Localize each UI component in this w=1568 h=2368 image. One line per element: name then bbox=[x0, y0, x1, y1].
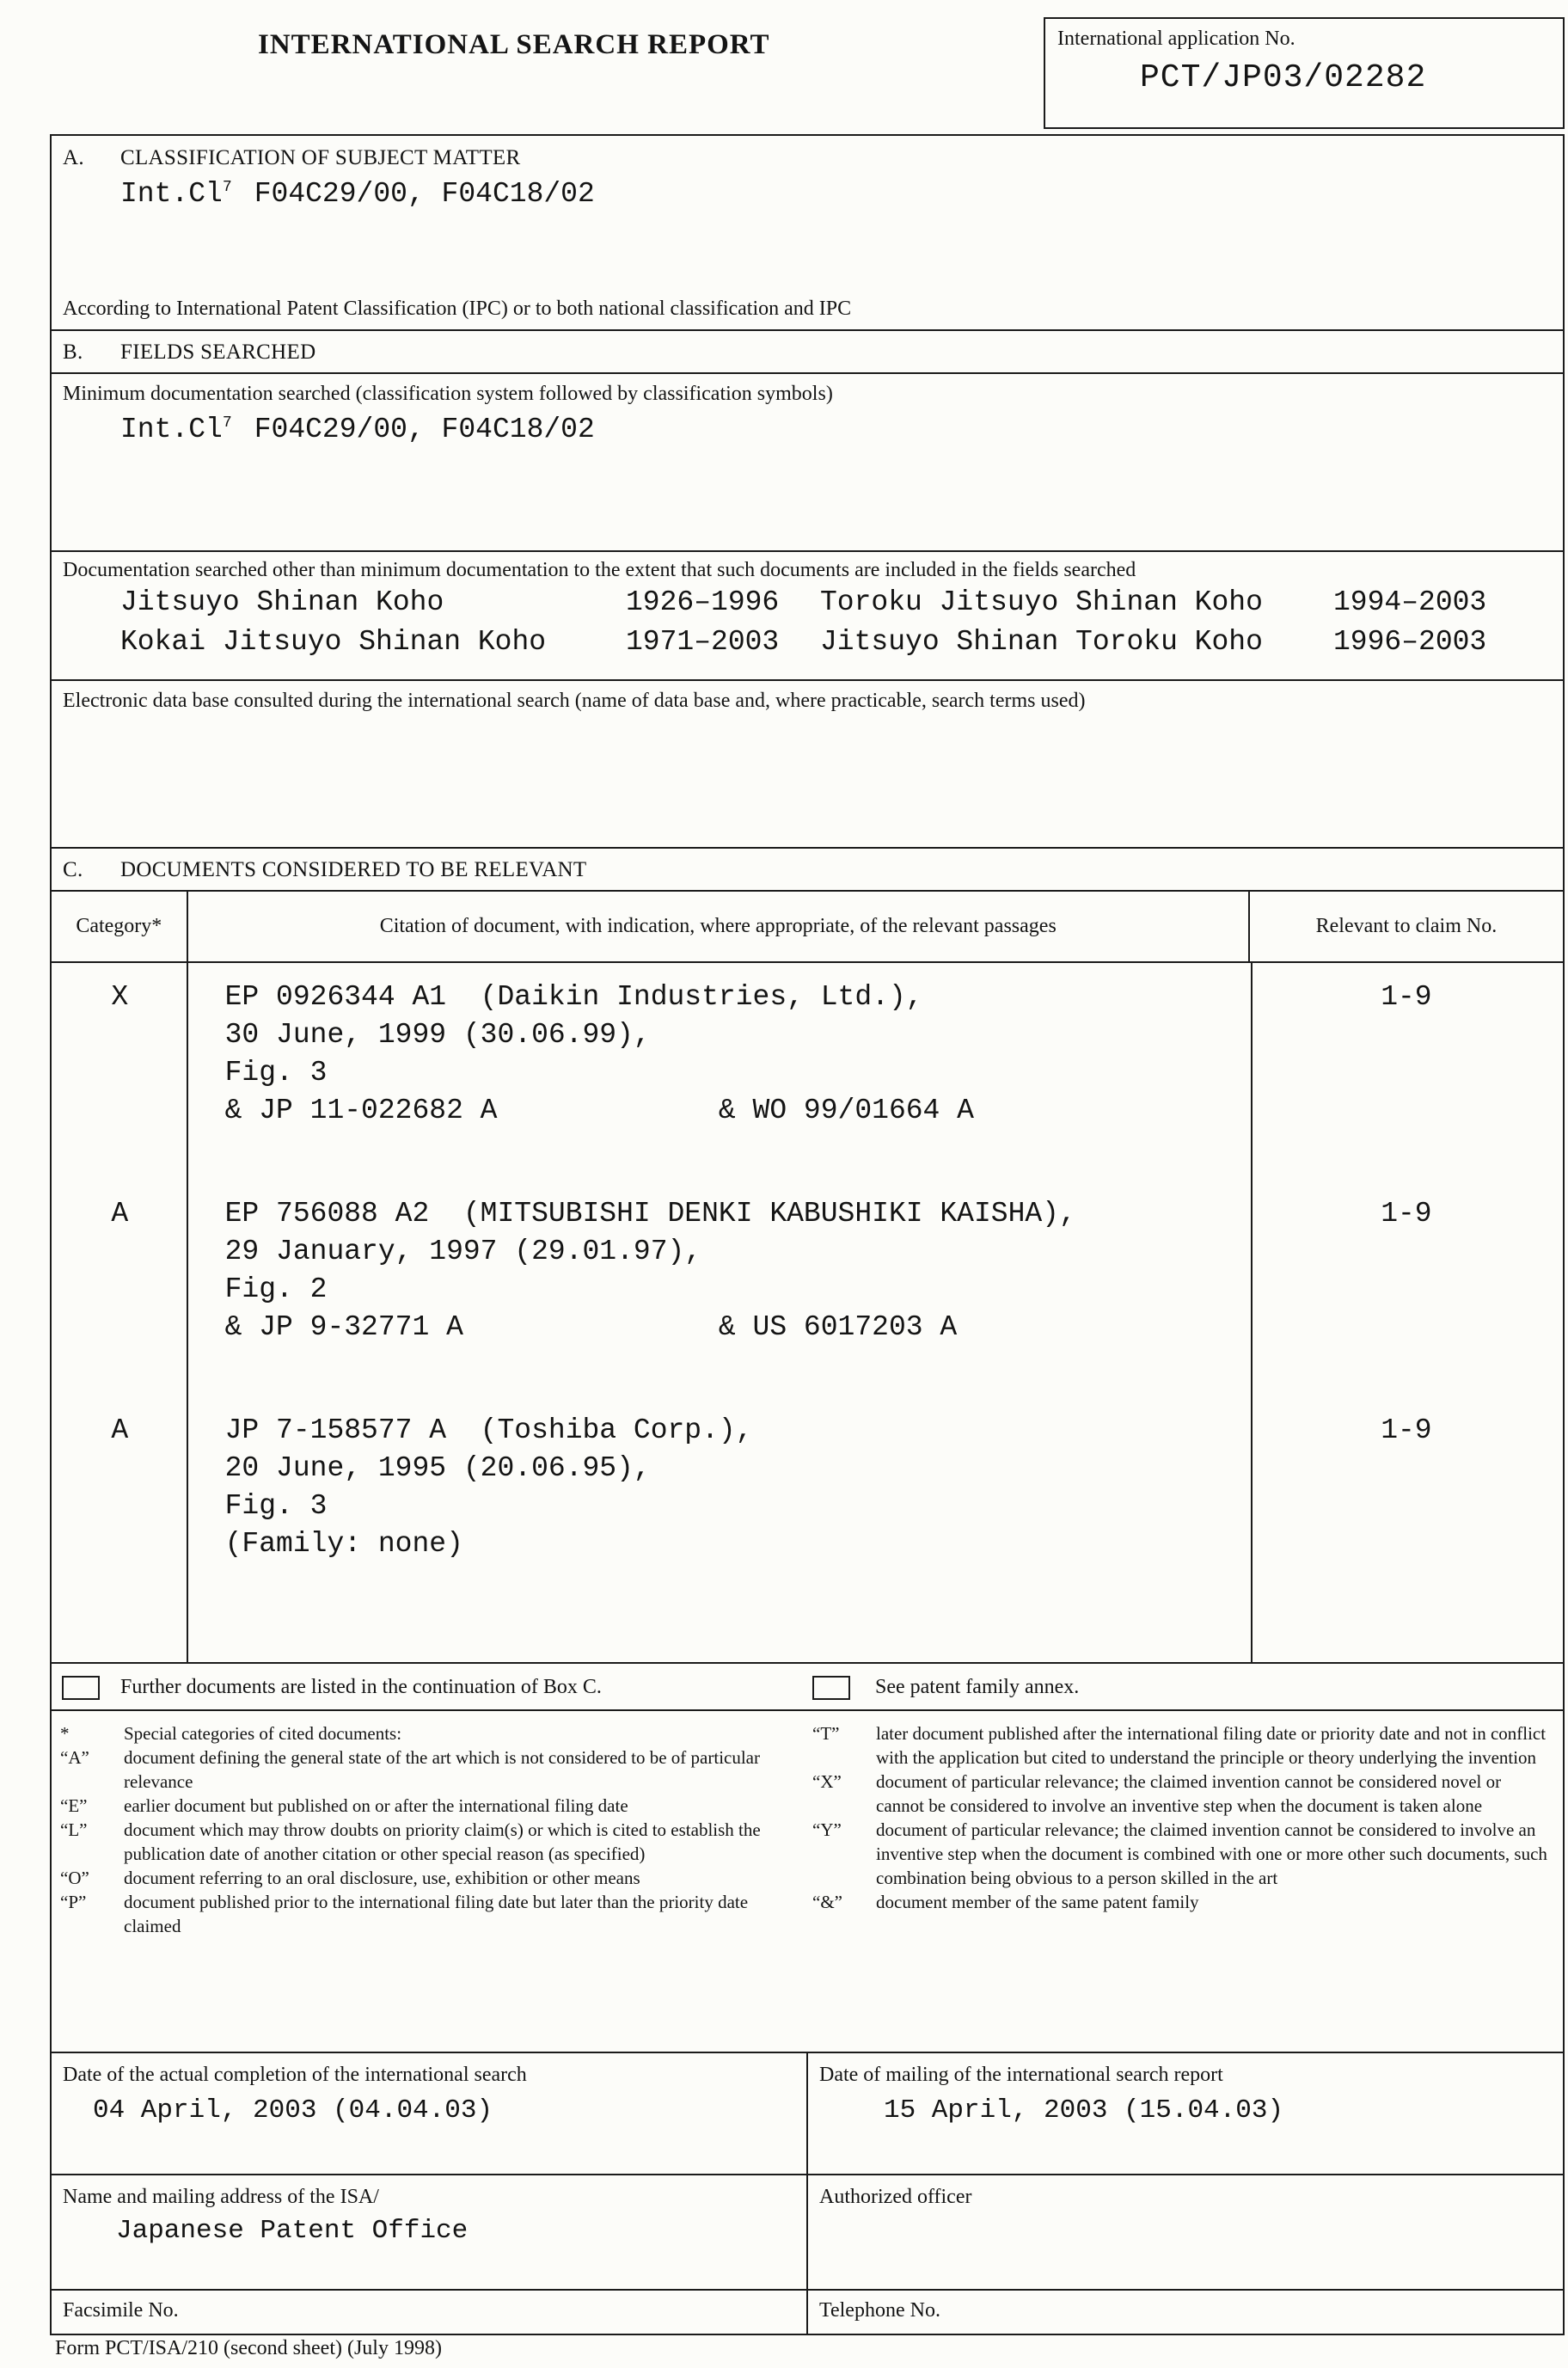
isa-name-value: Japanese Patent Office bbox=[116, 2216, 469, 2246]
form-footer: Form PCT/ISA/210 (second sheet) (July 1998) bbox=[55, 2337, 442, 2359]
legend-item bbox=[812, 1890, 1551, 1914]
document-citation bbox=[188, 978, 1250, 1130]
citation-line: & JP 11-022682 A & WO 99/01664 A bbox=[224, 1095, 974, 1126]
doc-name: Toroku Jitsuyo Shinan Koho bbox=[820, 586, 1263, 618]
further-documents-label: Further documents are listed in the continuation of Box C. bbox=[120, 1676, 602, 1698]
application-number-box bbox=[1044, 17, 1565, 129]
cited-documents-legend bbox=[52, 1709, 1563, 2052]
minimum-documentation-searched bbox=[52, 372, 1563, 550]
column-header-citation: Citation of document, with indication, where appropriate, of the relevant passages bbox=[188, 892, 1250, 961]
legend-text: document which may throw doubts on priority claim(s) or which is cited to establish the publication date of another citation or other special reason (as specified) bbox=[124, 1819, 761, 1864]
doc-year-range: 1996–2003 bbox=[1333, 626, 1487, 658]
doc-range-row bbox=[63, 623, 1549, 661]
legend-item bbox=[60, 1745, 775, 1794]
document-citation bbox=[188, 1412, 1250, 1563]
citation-line: & JP 9-32771 A & US 6017203 A bbox=[224, 1311, 958, 1343]
section-c-letter: C. bbox=[63, 858, 83, 881]
document-citation bbox=[188, 1195, 1250, 1347]
isa-name-label: Name and mailing address of the ISA/ bbox=[63, 2186, 379, 2208]
legend-item bbox=[60, 1721, 775, 1745]
doc-year-range: 1926–1996 bbox=[626, 586, 780, 618]
document-claims: 1-9 bbox=[1381, 1414, 1432, 1446]
minimum-doc-label: Minimum documentation searched (classification system followed by classification symbols) bbox=[63, 383, 833, 405]
minimum-doc-superscript: 7 bbox=[222, 414, 232, 432]
citation-line: Fig. 3 bbox=[224, 1490, 328, 1522]
facsimile-label: Facsimile No. bbox=[52, 2289, 806, 2334]
legend-symbol: “Y” bbox=[812, 1819, 842, 1840]
report-title: INTERNATIONAL SEARCH REPORT bbox=[258, 29, 770, 60]
document-category: A bbox=[111, 1414, 129, 1446]
legend-symbol: “P” bbox=[60, 1892, 87, 1912]
mailing-date-cell bbox=[806, 2053, 1563, 2174]
legend-text: later document published after the international filing date or priority date and not in conflict with the application but cited to understand the principle or theory underlying the invention bbox=[876, 1723, 1547, 1768]
document-claims: 1-9 bbox=[1381, 1198, 1432, 1230]
classification-value bbox=[63, 175, 1549, 213]
legend-item bbox=[812, 1770, 1551, 1818]
citation-line: Fig. 3 bbox=[224, 1057, 328, 1089]
legend-item bbox=[60, 1866, 775, 1890]
authorized-officer-label: Authorized officer bbox=[819, 2186, 972, 2208]
legend-text: document defining the general state of the art which is not considered to be of particular relevance bbox=[124, 1747, 760, 1792]
application-number-value: PCT/JP03/02282 bbox=[1140, 59, 1427, 96]
legend-item bbox=[60, 1890, 775, 1938]
section-c-heading-row bbox=[52, 847, 1563, 890]
citation-line: Fig. 2 bbox=[224, 1273, 328, 1305]
legend-symbol: * bbox=[60, 1723, 70, 1744]
column-header-category: Category* bbox=[52, 892, 188, 961]
document-category: A bbox=[111, 1198, 129, 1230]
legend-symbol: “&” bbox=[812, 1892, 842, 1912]
patent-family-annex-label: See patent family annex. bbox=[875, 1676, 1080, 1698]
authorized-officer-cell bbox=[806, 2175, 1563, 2334]
mailing-date-value: 15 April, 2003 (15.04.03) bbox=[884, 2095, 1284, 2126]
legend-symbol: “T” bbox=[812, 1723, 840, 1744]
minimum-doc-prefix: Int.Cl bbox=[120, 414, 223, 445]
doc-range-row bbox=[63, 584, 1549, 622]
mailing-date-label: Date of mailing of the international search report bbox=[819, 2064, 1223, 2086]
completion-date-label: Date of the actual completion of the international search bbox=[63, 2064, 527, 2086]
table-divider bbox=[1251, 963, 1253, 1662]
legend-symbol: “O” bbox=[60, 1868, 89, 1888]
other-documentation-searched bbox=[52, 550, 1563, 679]
doc-name: Jitsuyo Shinan Toroku Koho bbox=[820, 626, 1263, 658]
document-row bbox=[52, 1412, 1563, 1563]
citation-line: 29 January, 1997 (29.01.97), bbox=[224, 1236, 702, 1267]
minimum-doc-value bbox=[63, 411, 1549, 449]
further-documents-checkbox[interactable] bbox=[62, 1676, 100, 1700]
dates-row bbox=[52, 2052, 1563, 2174]
authorized-officer-main bbox=[808, 2175, 1563, 2289]
patent-family-annex-checkbox[interactable] bbox=[812, 1676, 850, 1700]
section-a-title: CLASSIFICATION OF SUBJECT MATTER bbox=[120, 146, 521, 169]
doc-name: Jitsuyo Shinan Koho bbox=[120, 586, 444, 618]
legend-left-column bbox=[52, 1711, 805, 2052]
citation-line: (Family: none) bbox=[224, 1528, 463, 1560]
isa-address-cell bbox=[52, 2175, 806, 2334]
legend-item bbox=[812, 1721, 1551, 1770]
citation-line: JP 7-158577 A (Toshiba Corp.), bbox=[224, 1414, 753, 1446]
legend-text: document of particular relevance; the claimed invention cannot be considered to involve an inventive step when the document is combined with one or more other such documents, such combination being obvious to a person skilled in the art bbox=[876, 1819, 1547, 1888]
completion-date-value: 04 April, 2003 (04.04.03) bbox=[93, 2095, 493, 2126]
legend-item bbox=[60, 1794, 775, 1818]
document-category: X bbox=[111, 981, 129, 1013]
legend-symbol: “L” bbox=[60, 1819, 88, 1840]
isa-address-main bbox=[52, 2175, 806, 2289]
citation-line: EP 0926344 A1 (Daikin Industries, Ltd.), bbox=[224, 981, 923, 1013]
doc-name: Kokai Jitsuyo Shinan Koho bbox=[120, 626, 547, 658]
completion-date-cell bbox=[52, 2053, 806, 2174]
section-a-letter: A. bbox=[63, 146, 84, 169]
doc-year-range: 1994–2003 bbox=[1333, 586, 1487, 618]
telephone-label: Telephone No. bbox=[808, 2289, 1563, 2334]
section-b-heading-row bbox=[52, 329, 1563, 372]
legend-text: earlier document but published on or after the international filing date bbox=[124, 1795, 628, 1816]
legend-symbol: “X” bbox=[812, 1771, 842, 1792]
section-c-title: DOCUMENTS CONSIDERED TO BE RELEVANT bbox=[120, 858, 587, 881]
documents-table-header bbox=[52, 890, 1563, 961]
legend-text: document referring to an oral disclosure, use, exhibition or other means bbox=[124, 1868, 640, 1888]
section-b-letter: B. bbox=[63, 340, 83, 364]
classification-superscript: 7 bbox=[222, 179, 232, 196]
citation-line: 20 June, 1995 (20.06.95), bbox=[224, 1452, 651, 1484]
section-c-heading bbox=[63, 858, 1549, 882]
other-doc-label: Documentation searched other than minimum documentation to the extent that such documents are included in the fields searched bbox=[63, 559, 1136, 581]
table-divider bbox=[187, 963, 188, 1662]
electronic-database-consulted bbox=[52, 679, 1563, 847]
authority-row bbox=[52, 2174, 1563, 2334]
legend-right-column bbox=[805, 1711, 1563, 2052]
column-header-relevant: Relevant to claim No. bbox=[1315, 915, 1498, 937]
legend-item bbox=[812, 1818, 1551, 1890]
document-row bbox=[52, 1195, 1563, 1347]
document-claims: 1-9 bbox=[1381, 981, 1432, 1013]
ipc-note: According to International Patent Classification (IPC) or to both national classification and IPC bbox=[63, 298, 852, 320]
section-a-heading bbox=[63, 146, 1549, 170]
doc-year-range: 1971–2003 bbox=[626, 626, 780, 658]
legend-text: Special categories of cited documents: bbox=[124, 1723, 402, 1744]
box-c-footer-row bbox=[52, 1662, 1563, 1709]
citation-line: 30 June, 1999 (30.06.99), bbox=[224, 1019, 651, 1051]
classification-codes: F04C29/00, F04C18/02 bbox=[254, 178, 595, 210]
section-a-classification bbox=[52, 136, 1563, 329]
electronic-db-label: Electronic data base consulted during the international search (name of data base and, where practicable, search terms used) bbox=[63, 690, 1086, 712]
section-b-title: FIELDS SEARCHED bbox=[120, 340, 316, 364]
document-row bbox=[52, 978, 1563, 1130]
report-body bbox=[50, 134, 1565, 2335]
documents-table-body bbox=[52, 961, 1563, 1662]
legend-item bbox=[60, 1818, 775, 1866]
legend-text: document member of the same patent family bbox=[876, 1892, 1199, 1912]
minimum-doc-codes: F04C29/00, F04C18/02 bbox=[254, 414, 595, 445]
legend-text: document published prior to the international filing date but later than the priority date claimed bbox=[124, 1892, 749, 1936]
legend-symbol: “A” bbox=[60, 1747, 89, 1768]
classification-prefix: Int.Cl bbox=[120, 178, 223, 210]
legend-text: document of particular relevance; the claimed invention cannot be considered novel or cannot be considered to involve an inventive step when the document is taken alone bbox=[876, 1771, 1502, 1816]
application-number-label: International application No. bbox=[1057, 28, 1295, 50]
citation-line: EP 756088 A2 (MITSUBISHI DENKI KABUSHIKI KAISHA), bbox=[224, 1198, 1076, 1230]
section-b-heading bbox=[63, 340, 1549, 365]
legend-symbol: “E” bbox=[60, 1795, 88, 1816]
